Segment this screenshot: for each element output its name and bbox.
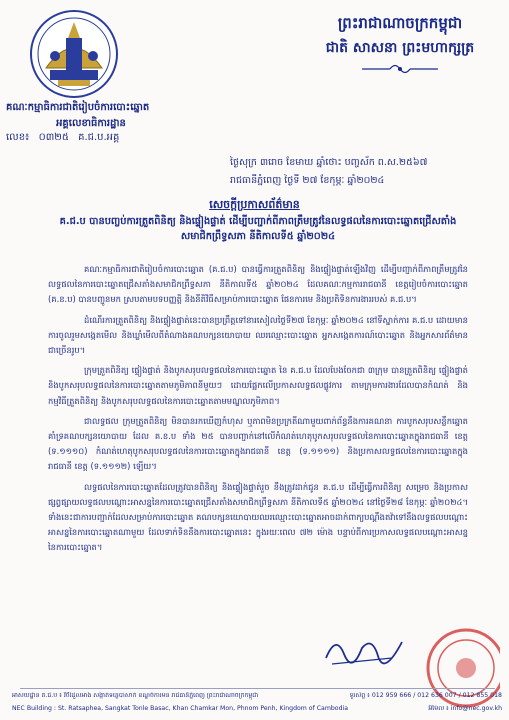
body-paragraph: ជាលទ្ធផល ក្រុមត្រួតពិនិត្យ មិនបានរកឃើញកំហុស ឬភាពមិនប្រក្រតីណាមួយពាក់ព័ន្ធនឹងការគណនា ការបូកសរុបសន្លឹកឆ្នោតគាំទ្រគណបក្សនយោបាយ ដែល គ.ខ.ប ទាំង ២៥ បានបញ្ជាក់នៅលើកំណត់ហេតុបូកសរុបលទ្ធផលនៃការបោះឆ្នោតក្នុងរាជធានី ខេត្ត (ទ.១១១០) កំណត់ហេតុបូកសរុបលទ្ធផលនៃការបោះឆ្នោតក្នុងរាជធានី ខេត្ត (ទ.១១១១) និងប្រកាសលទ្ធផលនៃការបោះឆ្នោតក្នុងរាជធានី ខេត្ត (ទ.១១១២) ឡើយ។ bbox=[48, 415, 468, 472]
kingdom-motto: ជាតិ សាសនា ព្រះមហាក្សត្រ bbox=[325, 40, 475, 56]
reference-value: ០៣២៥ bbox=[38, 132, 69, 143]
body-paragraph: ដំណើរការត្រួតពិនិត្យ និងផ្ទៀងផ្ទាត់នេះបានប្រព្រឹត្តទៅនារសៀលថ្ងៃទី២៧ ខែកុម្ភៈ ឆ្នាំ២០២៤ នៅទីស្នាក់ការ គ.ជ.ប ដោយមានការចូលរួមសង្កេតមើល និងឃ្លាំមើលពីតំណាងគណបក្សនយោបាយ ឈរឈ្មោះបោះឆ្នោត អ្នកសង្កេតការណ៍បោះឆ្នោត និងអ្នកសារព័ត៌មានជាច្រើនរូប។ bbox=[48, 314, 468, 356]
reference-label: លេខ៖ bbox=[6, 132, 30, 143]
reference-suffix: គ.ជ.ប.អគ្គ bbox=[78, 132, 120, 143]
handwritten-signature bbox=[322, 628, 410, 670]
footer-address-en: NEC Building : St. Ratsaphea, Sangkat Tonle Basac, Khan Chamkar Mon, Phnom Penh, Kingdom of Cambodia bbox=[12, 705, 349, 712]
footer-divider bbox=[20, 688, 495, 689]
kingdom-heading: ព្រះរាជាណាចក្រកម្ពុជា bbox=[337, 14, 463, 32]
document-type-title: សេចក្តីប្រកាសព័ត៌មាន bbox=[209, 198, 300, 211]
body-paragraph: ក្រុមត្រួតពិនិត្យ ផ្ទៀងផ្ទាត់ និងបូកសរុបលទ្ធផលនៃការបោះឆ្នោត នៃ គ.ជ.ប ដែលបែងចែកជា ៣ក្រុម បានត្រួតពិនិត្យ ផ្ទៀងផ្ទាត់ និងបូកសរុបលទ្ធផលនៃការបោះឆ្នោតតាមភូមិភាពនីមួយៗ ដោយផ្អែកលើប្រកាសលទ្ធផលផ្លូវការ តាមក្រុមការងារដែលបានកំណត់ និងកម្មវិធីត្រួតពិនិត្យ និងបូកសរុបលទ្ធផលនៃការបោះឆ្នោតតាមមណ្ឌលភូមិភាព។ bbox=[48, 365, 468, 406]
footer-english-address bbox=[12, 705, 502, 714]
organization-name: គណៈកម្មាធិការជាតិរៀបចំការបោះឆ្នោត bbox=[6, 102, 150, 113]
ornament-divider-icon bbox=[360, 62, 440, 76]
footer-address-kh: អាសយដ្ឋាន គ.ជ.ប ៖ វិថីរំដួលអាង សង្កាត់ទន្លេបាសាក់ ខណ្ឌចំការមន រាជធានីភ្នំពេញ ព្រះរាជាណាចក្រកម្ពុជា bbox=[12, 692, 259, 699]
organization-department: អគ្គលេខាធិការដ្ឋាន bbox=[56, 118, 126, 129]
footer-phone: ទូរស័ព្ទ ៖ 012 959 666 / 012 636 007 / 012 855 018 bbox=[349, 692, 502, 699]
lunar-date: ថ្ងៃសុក្រ ៣រោច ខែមាឃ ឆ្នាំថោះ បញ្ចស័ក ព.ស.២៥៦៧ bbox=[230, 157, 428, 168]
body-paragraph: គណៈកម្មាធិការជាតិរៀបចំការបោះឆ្នោត (គ.ជ.ប) បានធ្វើការត្រួតពិនិត្យ និងផ្ទៀងផ្ទាត់ឡើងវិញ ដើម្បីបញ្ជាក់ពីភាពត្រឹមត្រូវនៃលទ្ធផលនៃការបោះឆ្នោតជ្រើសតាំងសមាជិកព្រឹទ្ធសភា នីតិកាលទី៥ ឆ្នាំ២០២៤ ដែលគណៈកម្មការរាជធានី ខេត្តរៀបចំការបោះឆ្នោត (គ.ខ.ប) បានបញ្ជូនមក ស្របតាមបទបញ្ញត្តិ និងនីតិវិធីសម្រាប់ការបោះឆ្នោត ផែនការមេ និងប្រតិទិនការងាររបស់ គ.ជ.ប។ bbox=[48, 264, 468, 305]
document-body bbox=[48, 262, 468, 561]
footer-email: អ៊ីម៉ែល ៖ info@nec.gov.kh bbox=[428, 705, 502, 712]
document-headline: គ.ជ.ប បានបញ្ចប់ការត្រួតពិនិត្យ និងផ្ទៀងផ្ទាត់ ដើម្បីបញ្ជាក់ពីភាពត្រឹមត្រូវនៃលទ្ធផលនៃការបោះឆ្នោតជ្រើសតាំងសមាជិកព្រឹទ្ធសភា នីតិកាលទី៥ ឆ្នាំ២០២៤ bbox=[59, 216, 457, 242]
body-paragraph: លទ្ធផលនៃការបោះឆ្នោតដែលត្រូវបានពិនិត្យ និងផ្ទៀងផ្ទាត់រួច នឹងត្រូវដាក់ជូន គ.ជ.ប ដើម្បីធ្វើការពិនិត្យ សម្រេច និងប្រកាសផ្សព្វផ្សាយលទ្ធផលបណ្តោះអាសន្ននៃការបោះឆ្នោតជ្រើសតាំងសមាជិកព្រឹទ្ធសភា នីតិកាលទី៥ ឆ្នាំ២០២៤ នៅថ្ងៃទី២៨ ខែកុម្ភៈ ឆ្នាំ២០២៤។ ទាំងនេះជាការបញ្ជាក់ដែលសម្រាប់ការបោះឆ្នោត គណបក្សនយោបាយឈរឈ្មោះបោះឆ្នោតអាចដាក់ពាក្យបណ្តឹងតវ៉ាទៅនឹងលទ្ធផលបណ្តោះអាសន្ននៃការបោះឆ្នោតណាមួយ ដែលទាក់ទិននឹងការបោះឆ្នោតនេះ ក្នុងរយៈពេល ៧២ ម៉ោង បន្ទាប់ពីការប្រកាសលទ្ធផលបណ្តោះអាសន្ននៃការបោះឆ្នោត។ bbox=[48, 481, 468, 553]
reference-number bbox=[6, 130, 166, 145]
footer-khmer-address bbox=[12, 692, 502, 701]
solar-date: រាជធានីភ្នំពេញ ថ្ងៃទី ២៧ ខែកុម្ភៈ ឆ្នាំ២០២៤ bbox=[230, 175, 385, 186]
nec-emblem-logo bbox=[28, 8, 120, 100]
